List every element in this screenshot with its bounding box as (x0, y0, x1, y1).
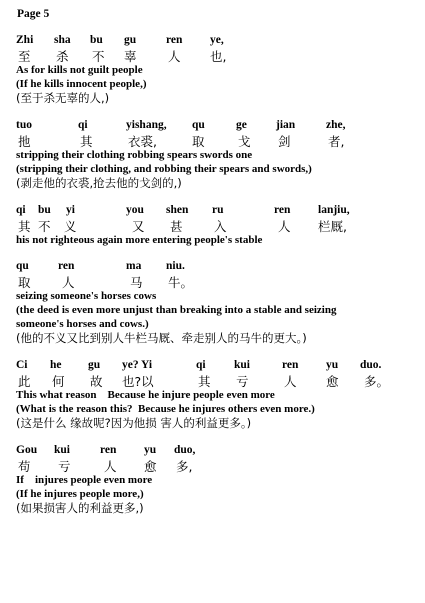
hanzi-char: 杀 (56, 49, 69, 64)
pinyin-word: yishang, (126, 119, 167, 131)
hanzi-char: 也?以 (122, 374, 154, 389)
hanzi-char: 者, (328, 134, 345, 149)
verse-block-2 (16, 119, 415, 191)
hanzi-char: 牛。 (168, 275, 194, 290)
hanzi-char: 人 (284, 374, 297, 389)
hanzi-char: 此 (18, 374, 31, 389)
pinyin-word: niu. (166, 260, 185, 272)
hanzi-char: 马 (130, 275, 143, 290)
hanzi-char: 取 (18, 275, 31, 290)
paraphrase-translation-continued: someone's horses and cows.) (16, 318, 149, 330)
hanzi-line (16, 457, 415, 473)
hanzi-char: 又 (132, 219, 145, 234)
hanzi-char: 至 (18, 49, 31, 64)
literal-translation: This what reason Because he injure people even more (16, 389, 275, 401)
hanzi-char: 也, (210, 49, 227, 64)
hanzi-char: 多。 (364, 374, 390, 389)
hanzi-char: 多, (176, 459, 193, 474)
pinyin-word: ge (236, 119, 247, 131)
hanzi-char: 衣裘, (128, 134, 157, 149)
pinyin-word: you (126, 204, 144, 216)
chinese-paraphrase: (如果损害人的利益更多,) (16, 501, 144, 515)
hanzi-char: 扡 (18, 134, 31, 149)
hanzi-char: 甚 (170, 219, 183, 234)
literal-translation: If injures people even more (16, 474, 153, 486)
pinyin-word: ru (212, 204, 224, 216)
pinyin-line (16, 119, 415, 132)
literal-translation: seizing someone's horses cows (16, 290, 157, 302)
hanzi-char: 其 (198, 374, 211, 389)
hanzi-char: 戈 (238, 134, 251, 149)
literal-translation: his not righteous again more entering people's stable (16, 234, 263, 246)
hanzi-char: 栏厩, (318, 219, 347, 234)
pinyin-line (16, 34, 415, 47)
pinyin-word: bu (90, 34, 103, 46)
paraphrase-translation: (stripping their clothing, and robbing their spears and swords,) (16, 163, 312, 175)
pinyin-word: qu (16, 260, 29, 272)
hanzi-line (16, 372, 415, 388)
pinyin-line (16, 260, 415, 273)
pinyin-word: yu (326, 359, 339, 371)
pinyin-word: tuo (16, 119, 32, 131)
pinyin-word: yu (144, 444, 157, 456)
hanzi-char: 苟 (18, 459, 31, 474)
hanzi-char: 亏 (58, 459, 71, 474)
pinyin-word: bu (38, 204, 51, 216)
pinyin-word: sha (54, 34, 71, 46)
hanzi-char: 义 (64, 219, 77, 234)
paraphrase-translation: (If he kills innocent people,) (16, 78, 147, 90)
pinyin-word: qu (192, 119, 205, 131)
hanzi-line (16, 273, 415, 289)
hanzi-char: 愈 (326, 374, 339, 389)
page-label: Page 5 (17, 8, 50, 20)
pinyin-word: gu (124, 34, 137, 46)
pinyin-word: ye, (210, 34, 224, 46)
pinyin-line (16, 359, 415, 372)
pinyin-word: ren (166, 34, 183, 46)
pinyin-word: qi (16, 204, 26, 216)
pinyin-line (16, 204, 415, 217)
pinyin-word: Zhi (16, 34, 34, 46)
pinyin-word: kui (234, 359, 250, 371)
pinyin-word: ren (282, 359, 299, 371)
literal-translation: As for kills not guilt people (16, 64, 143, 76)
hanzi-char: 入 (214, 219, 227, 234)
pinyin-word: Gou (16, 444, 38, 456)
hanzi-char: 人 (104, 459, 117, 474)
chinese-paraphrase: (他的不义又比到别人牛栏马厩、牵走别人的马牛的更大。) (16, 331, 307, 345)
pinyin-word: yi (66, 204, 75, 216)
pinyin-line (16, 444, 415, 457)
hanzi-char: 人 (168, 49, 181, 64)
hanzi-char: 人 (278, 219, 291, 234)
hanzi-char: 辜 (124, 49, 137, 64)
hanzi-char: 其 (18, 219, 31, 234)
hanzi-char: 人 (62, 275, 75, 290)
literal-translation: stripping their clothing robbing spears swords one (16, 149, 253, 161)
pinyin-word: jian (276, 119, 296, 131)
chinese-paraphrase: (剥走他的衣裘,抢去他的戈剑的,) (16, 176, 182, 190)
pinyin-word: gu (88, 359, 101, 371)
hanzi-line (16, 217, 415, 233)
verse-block-6 (16, 444, 415, 516)
verse-block-1 (16, 34, 415, 106)
verse-block-3 (16, 204, 415, 247)
paraphrase-translation: (If he injures people more,) (16, 488, 144, 500)
pinyin-word: Ci (16, 359, 28, 371)
pinyin-word: he (50, 359, 62, 371)
chinese-paraphrase: (至于杀无辜的人,) (16, 91, 110, 105)
hanzi-char: 何 (52, 374, 65, 389)
hanzi-char: 不 (38, 219, 51, 234)
pinyin-word: ye? Yi (122, 359, 153, 371)
chinese-paraphrase: (这是什么 缘故呢?因为他损 害人的利益更多。) (16, 416, 252, 430)
hanzi-char: 取 (192, 134, 205, 149)
pinyin-word: duo, (174, 444, 196, 456)
verse-block-5 (16, 359, 415, 431)
hanzi-line (16, 132, 415, 148)
pinyin-word: shen (166, 204, 189, 216)
pinyin-word: ma (126, 260, 142, 272)
verse-block-4 (16, 260, 415, 346)
hanzi-char: 剑 (278, 134, 291, 149)
pinyin-word: kui (54, 444, 70, 456)
hanzi-char: 不 (92, 49, 105, 64)
pinyin-word: zhe, (326, 119, 346, 131)
pinyin-word: qi (196, 359, 206, 371)
hanzi-char: 故 (90, 374, 103, 389)
paraphrase-translation: (What is the reason this? Because he injures others even more.) (16, 403, 315, 415)
pinyin-word: duo. (360, 359, 382, 371)
pinyin-word: ren (58, 260, 75, 272)
pinyin-word: lanjiu, (318, 204, 350, 216)
paraphrase-translation: (the deed is even more unjust than breaking into a stable and seizing (16, 304, 337, 316)
hanzi-char: 其 (80, 134, 93, 149)
pinyin-word: qi (78, 119, 88, 131)
hanzi-line (16, 47, 415, 63)
hanzi-char: 亏 (236, 374, 249, 389)
pinyin-word: ren (100, 444, 117, 456)
hanzi-char: 愈 (144, 459, 157, 474)
pinyin-word: ren (274, 204, 291, 216)
